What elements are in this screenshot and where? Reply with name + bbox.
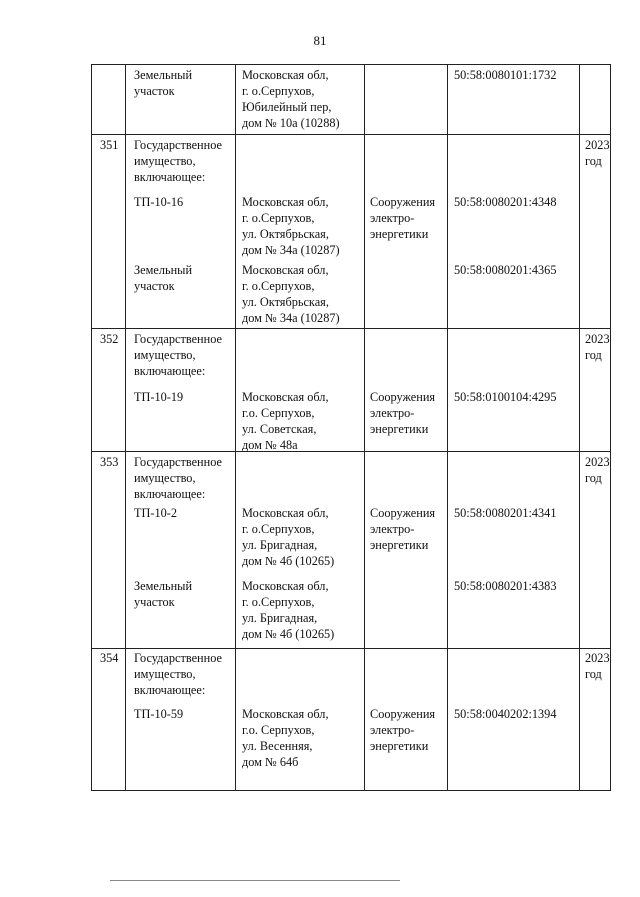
item-cadastral-number: 50:58:0080201:4348	[454, 195, 557, 209]
item-name: Земельный участок	[134, 579, 193, 609]
column-divider	[125, 65, 126, 790]
page-number: 81	[313, 33, 327, 48]
item-address: Московская обл, г.о. Серпухов, ул. Советская, дом № 48а	[242, 390, 329, 452]
row-header: Государственное имущество, включающее:	[134, 332, 222, 378]
item-type: Сооружения электро- энергетики	[370, 195, 436, 241]
row-divider	[92, 328, 610, 329]
column-divider	[579, 65, 580, 790]
property-table	[91, 64, 611, 791]
item-address: Московская обл, г. о.Серпухов, ул. Октябрьская, дом № 34а (10287)	[242, 195, 340, 257]
item-cadastral-number: 50:58:0080201:4341	[454, 506, 557, 520]
row-header: Государственное имущество, включающее:	[134, 138, 222, 184]
row-divider	[92, 648, 610, 649]
item-name: Земельный участок	[134, 263, 193, 293]
row-year: 2023 год	[585, 455, 610, 485]
item-type: Сооружения электро- энергетики	[370, 707, 436, 753]
row-header: Государственное имущество, включающее:	[134, 651, 222, 697]
column-divider	[447, 65, 448, 790]
item-address: Московская обл, г. о.Серпухов, ул. Октябрьская, дом № 34а (10287)	[242, 263, 340, 325]
row-year: 2023 год	[585, 138, 610, 168]
item-address: Московская обл, г. о.Серпухов, ул. Бригадная, дом № 4б (10265)	[242, 506, 335, 568]
row-year: 2023 год	[585, 651, 610, 681]
scan-artifact-line	[110, 880, 400, 881]
item-name: ТП-10-2	[134, 506, 178, 520]
row-header: Государственное имущество, включающее:	[134, 455, 222, 501]
item-address: Московская обл, г. о.Серпухов, Юбилейный пер, дом № 10а (10288)	[242, 68, 340, 130]
item-cadastral-number: 50:58:0100104:4295	[454, 390, 557, 404]
column-divider	[235, 65, 236, 790]
item-cadastral-number: 50:58:0080201:4383	[454, 579, 557, 593]
row-divider	[92, 134, 610, 135]
item-name: ТП-10-16	[134, 195, 184, 209]
row-number: 352	[100, 332, 119, 346]
item-type: Сооружения электро- энергетики	[370, 506, 436, 552]
item-address: Московская обл, г. о.Серпухов, ул. Бригадная, дом № 4б (10265)	[242, 579, 335, 641]
item-cadastral-number: 50:58:0080201:4365	[454, 263, 557, 277]
item-cadastral-number: 50:58:0040202:1394	[454, 707, 557, 721]
row-divider	[92, 451, 610, 452]
item-type: Сооружения электро- энергетики	[370, 390, 436, 436]
item-name: ТП-10-59	[134, 707, 184, 721]
item-cadastral-number: 50:58:0080101:1732	[454, 68, 557, 82]
row-number: 354	[100, 651, 119, 665]
item-name: Земельный участок	[134, 68, 193, 98]
column-divider	[364, 65, 365, 790]
item-name: ТП-10-19	[134, 390, 184, 404]
item-address: Московская обл, г.о. Серпухов, ул. Весенняя, дом № 64б	[242, 707, 329, 769]
row-year: 2023 год	[585, 332, 610, 362]
row-number: 351	[100, 138, 119, 152]
row-number: 353	[100, 455, 119, 469]
